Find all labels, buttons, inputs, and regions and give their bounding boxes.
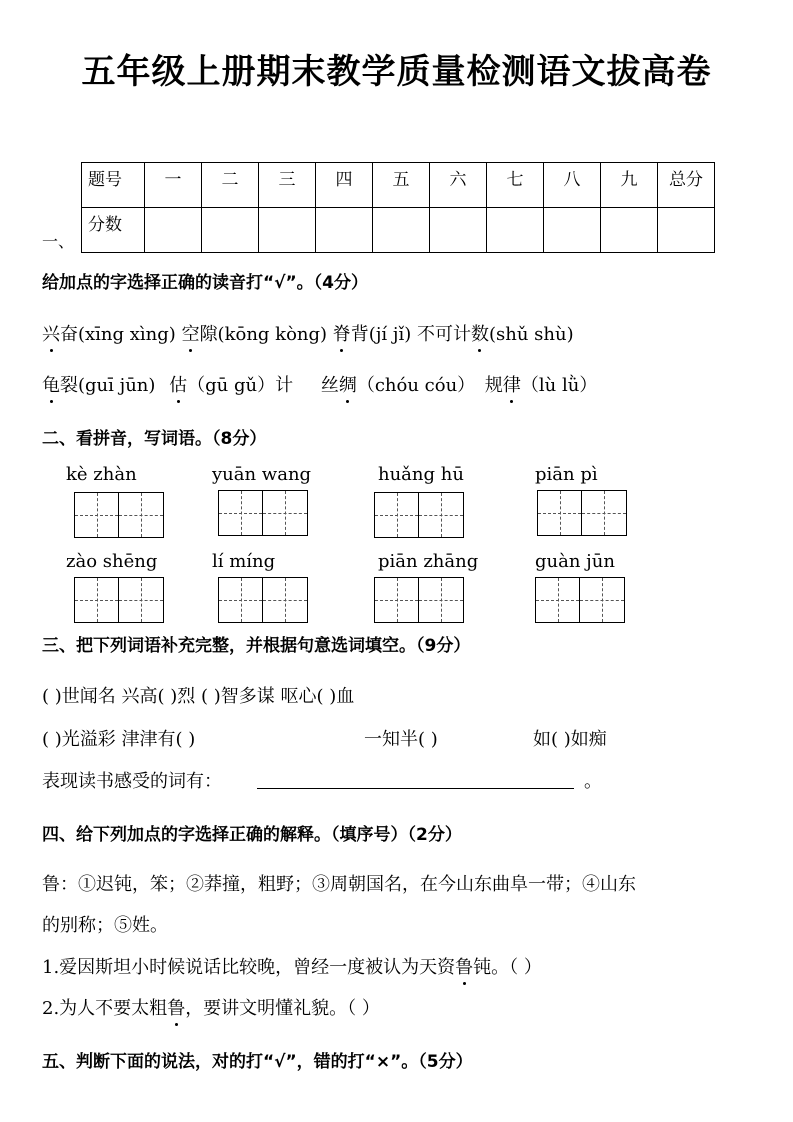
- table-cell: 二: [202, 163, 259, 208]
- dotted-char: 数: [470, 324, 489, 345]
- section3-line2a: ( )光溢彩 津津有( ): [42, 729, 196, 750]
- pinyin-label: lí míng: [212, 551, 276, 572]
- page-title: 五年级上册期末教学质量检测语文拔高卷: [81, 52, 712, 92]
- score-input-cell[interactable]: [259, 208, 316, 253]
- writing-grid[interactable]: [374, 492, 464, 538]
- score-input-cell[interactable]: [487, 208, 544, 253]
- section3-line2b: 一知半( ): [364, 729, 438, 750]
- question-item: 龟裂(guī jūn): [42, 375, 156, 396]
- section1-line2: [42, 371, 597, 397]
- pinyin-label: yuān wang: [212, 464, 312, 485]
- table-cell: 六: [430, 163, 487, 208]
- dotted-char: 估: [169, 375, 188, 396]
- score-input-cell[interactable]: [145, 208, 202, 253]
- table-cell: 一: [145, 163, 202, 208]
- pinyin-label: huǎng hū: [378, 464, 464, 485]
- table-cell: 总分: [658, 163, 715, 208]
- section4-definition-line2: 的别称；⑤姓。: [42, 915, 168, 936]
- section5-heading: 五、判断下面的说法，对的打“√”，错的打“×”。（5分）: [42, 1052, 473, 1072]
- writing-grid[interactable]: [74, 492, 164, 538]
- question-item: 估（gū gǔ）计: [169, 375, 294, 396]
- table-cell: 题号: [82, 163, 145, 208]
- question-item: 规律（lù lǜ）: [484, 375, 598, 396]
- writing-grid[interactable]: [218, 490, 308, 536]
- pinyin-label: zào shēng: [66, 551, 158, 572]
- dotted-char: 绸: [338, 375, 357, 396]
- section2-heading: 二、看拼音，写词语。（8分）: [42, 429, 267, 449]
- table-cell: 八: [544, 163, 601, 208]
- section1-line1: [42, 320, 574, 346]
- score-input-cell[interactable]: [202, 208, 259, 253]
- section3-line1: ( )世闻名 兴高( )烈 ( )智多谋 呕心( )血: [42, 686, 355, 707]
- dotted-char: 律: [502, 375, 521, 396]
- table-cell: 分数: [82, 208, 145, 253]
- dotted-char: 龟: [42, 375, 60, 396]
- table-cell: 七: [487, 163, 544, 208]
- answer-blank-line[interactable]: [257, 788, 574, 789]
- section4-definition-line1: 鲁：①迟钝，笨；②莽撞，粗野；③周朝国名，在今山东曲阜一带；④山东: [42, 874, 636, 895]
- score-table-score-row: [82, 208, 715, 253]
- dotted-char: 鲁: [455, 957, 474, 978]
- score-input-cell[interactable]: [373, 208, 430, 253]
- table-cell: 九: [601, 163, 658, 208]
- score-table-header-row: [82, 163, 715, 208]
- pinyin-label: kè zhàn: [66, 464, 137, 485]
- pinyin-label: piān zhāng: [378, 551, 479, 572]
- section3-line3-end: 。: [584, 771, 602, 792]
- table-cell: 三: [259, 163, 316, 208]
- writing-grid[interactable]: [537, 490, 627, 536]
- score-input-cell[interactable]: [658, 208, 715, 253]
- writing-grid[interactable]: [374, 577, 464, 623]
- score-table: [81, 162, 715, 253]
- writing-grid[interactable]: [74, 577, 164, 623]
- question-item: 不可计数(shǔ shù): [416, 324, 574, 345]
- table-cell: 四: [316, 163, 373, 208]
- pinyin-label: piān pì: [535, 464, 598, 485]
- pinyin-label: guàn jūn: [535, 551, 615, 572]
- section3-heading: 三、把下列词语补充完整，并根据句意选词填空。（9分）: [42, 636, 471, 656]
- dotted-char: 空: [181, 324, 200, 345]
- section1-heading: 给加点的字选择正确的读音打“√”。（4分）: [42, 273, 369, 293]
- table-cell: 五: [373, 163, 430, 208]
- question-item: 丝绸（chóu cóu）: [320, 375, 476, 396]
- section3-line2c: 如( )如痴: [533, 729, 607, 750]
- dotted-char: 脊: [332, 324, 351, 345]
- section4-heading: 四、给下列加点的字选择正确的解释。（填序号）（2分）: [42, 825, 462, 845]
- score-input-cell[interactable]: [544, 208, 601, 253]
- question-item: 脊背(jí jǐ): [332, 324, 412, 345]
- question-item: 空隙(kōng kòng): [181, 324, 328, 345]
- writing-grid[interactable]: [218, 577, 308, 623]
- score-input-cell[interactable]: [430, 208, 487, 253]
- section4-question2: 2.为人不要太粗鲁，要讲文明懂礼貌。（ ）: [42, 998, 380, 1019]
- dotted-char: 兴: [42, 324, 60, 345]
- section3-line3-label: 表现读书感受的词有：: [42, 771, 222, 792]
- dotted-char: 鲁: [167, 998, 186, 1019]
- score-input-cell[interactable]: [601, 208, 658, 253]
- section-number: 一、: [42, 232, 75, 251]
- writing-grid[interactable]: [535, 577, 625, 623]
- score-input-cell[interactable]: [316, 208, 373, 253]
- section4-question1: 1.爱因斯坦小时候说话比较晚，曾经一度被认为天资鲁钝。（ ）: [42, 957, 542, 978]
- question-item: 兴奋(xīng xìng): [42, 324, 176, 345]
